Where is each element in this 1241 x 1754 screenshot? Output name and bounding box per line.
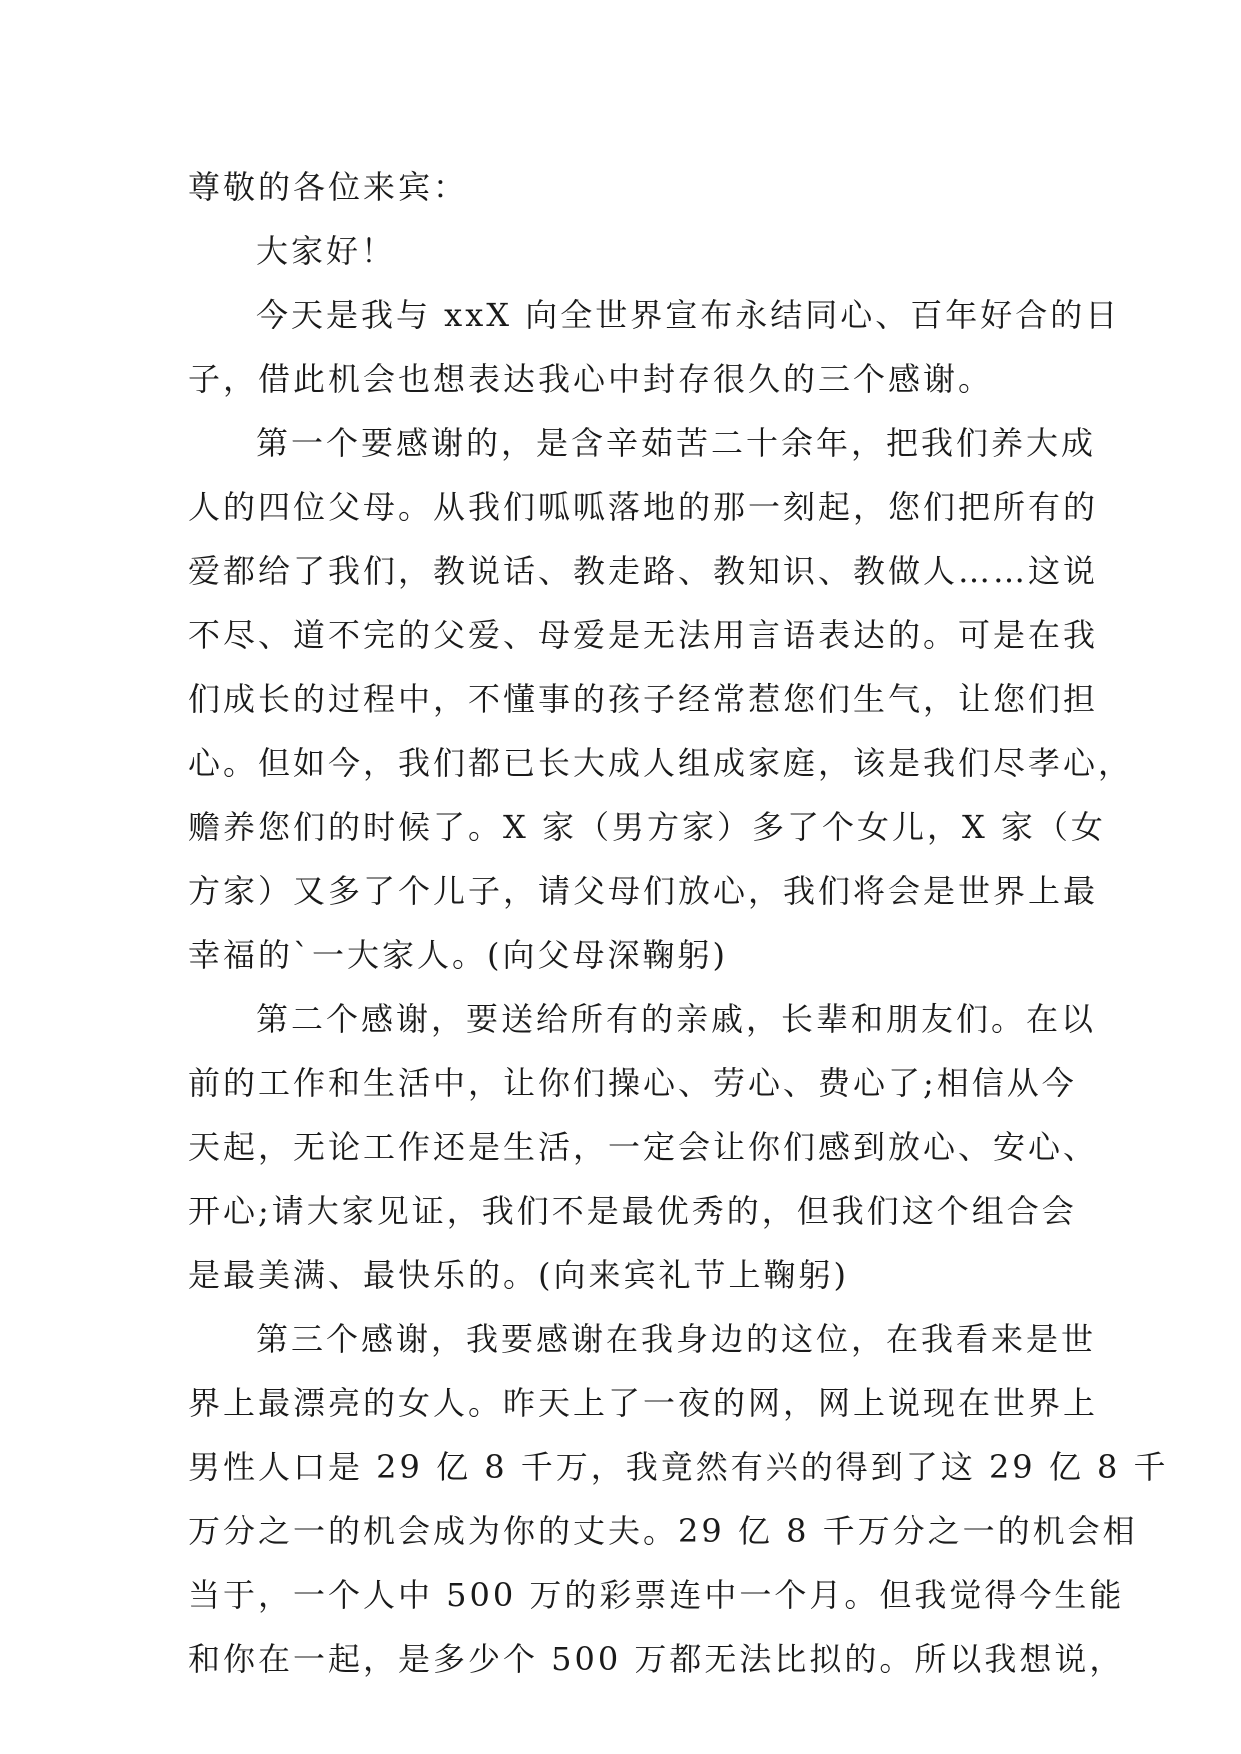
paragraph-line: 界上最漂亮的女人。昨天上了一夜的网，网上说现在世界上: [188, 1384, 1099, 1422]
paragraph-line: 和你在一起，是多少个 500 万都无法比拟的。所以我想说，: [188, 1640, 1125, 1678]
paragraph-line: 心。但如今，我们都已长大成人组成家庭，该是我们尽孝心，: [188, 744, 1134, 782]
salutation-line: 尊敬的各位来宾：: [188, 168, 469, 206]
speech-text: [188, 163, 1169, 1699]
paragraph-line: 前的工作和生活中，让你们操心、劳心、费心了;相信从今: [188, 1064, 1077, 1102]
greeting-line: 大家好！: [256, 232, 397, 270]
paragraph-line: 幸福的`一大家人。(向父母深鞠躬): [188, 936, 728, 974]
paragraph-line: 天起，无论工作还是生活，一定会让你们感到放心、安心、: [188, 1128, 1099, 1166]
paragraph-line: 爱都给了我们，教说话、教走路、教知识、教做人……这说: [188, 552, 1099, 590]
paragraph-line: 今天是我与 xxX 向全世界宣布永结同心、百年好合的日: [256, 296, 1121, 334]
paragraph-line: 赡养您们的时候了。X 家（男方家）多了个女儿，X 家（女: [188, 808, 1106, 846]
paragraph-line: 万分之一的机会成为你的丈夫。29 亿 8 千万分之一的机会相: [188, 1512, 1138, 1550]
paragraph-line: 第二个感谢，要送给所有的亲戚，长辈和朋友们。在以: [256, 1000, 1097, 1038]
paragraph-line: 男性人口是 29 亿 8 千万，我竟然有兴的得到了这 29 亿 8 千: [188, 1448, 1169, 1486]
paragraph-line: 方家）又多了个儿子，请父母们放心，我们将会是世界上最: [188, 872, 1099, 910]
paragraph-line: 人的四位父母。从我们呱呱落地的那一刻起，您们把所有的: [188, 488, 1099, 526]
paragraph-line: 们成长的过程中，不懂事的孩子经常惹您们生气，让您们担: [188, 680, 1099, 718]
paragraph-line: 是最美满、最快乐的。(向来宾礼节上鞠躬): [188, 1256, 849, 1294]
paragraph-line: 开心;请大家见证，我们不是最优秀的，但我们这个组合会: [188, 1192, 1077, 1230]
paragraph-line: 第三个感谢，我要感谢在我身边的这位，在我看来是世: [256, 1320, 1097, 1358]
paragraph-line: 当于，一个人中 500 万的彩票连中一个月。但我觉得今生能: [188, 1576, 1125, 1614]
paragraph-line: 第一个要感谢的，是含辛茹苦二十余年，把我们养大成: [256, 424, 1097, 462]
paragraph-line: 不尽、道不完的父爱、母爱是无法用言语表达的。可是在我: [188, 616, 1099, 654]
paragraph-line: 子，借此机会也想表达我心中封存很久的三个感谢。: [188, 360, 994, 398]
